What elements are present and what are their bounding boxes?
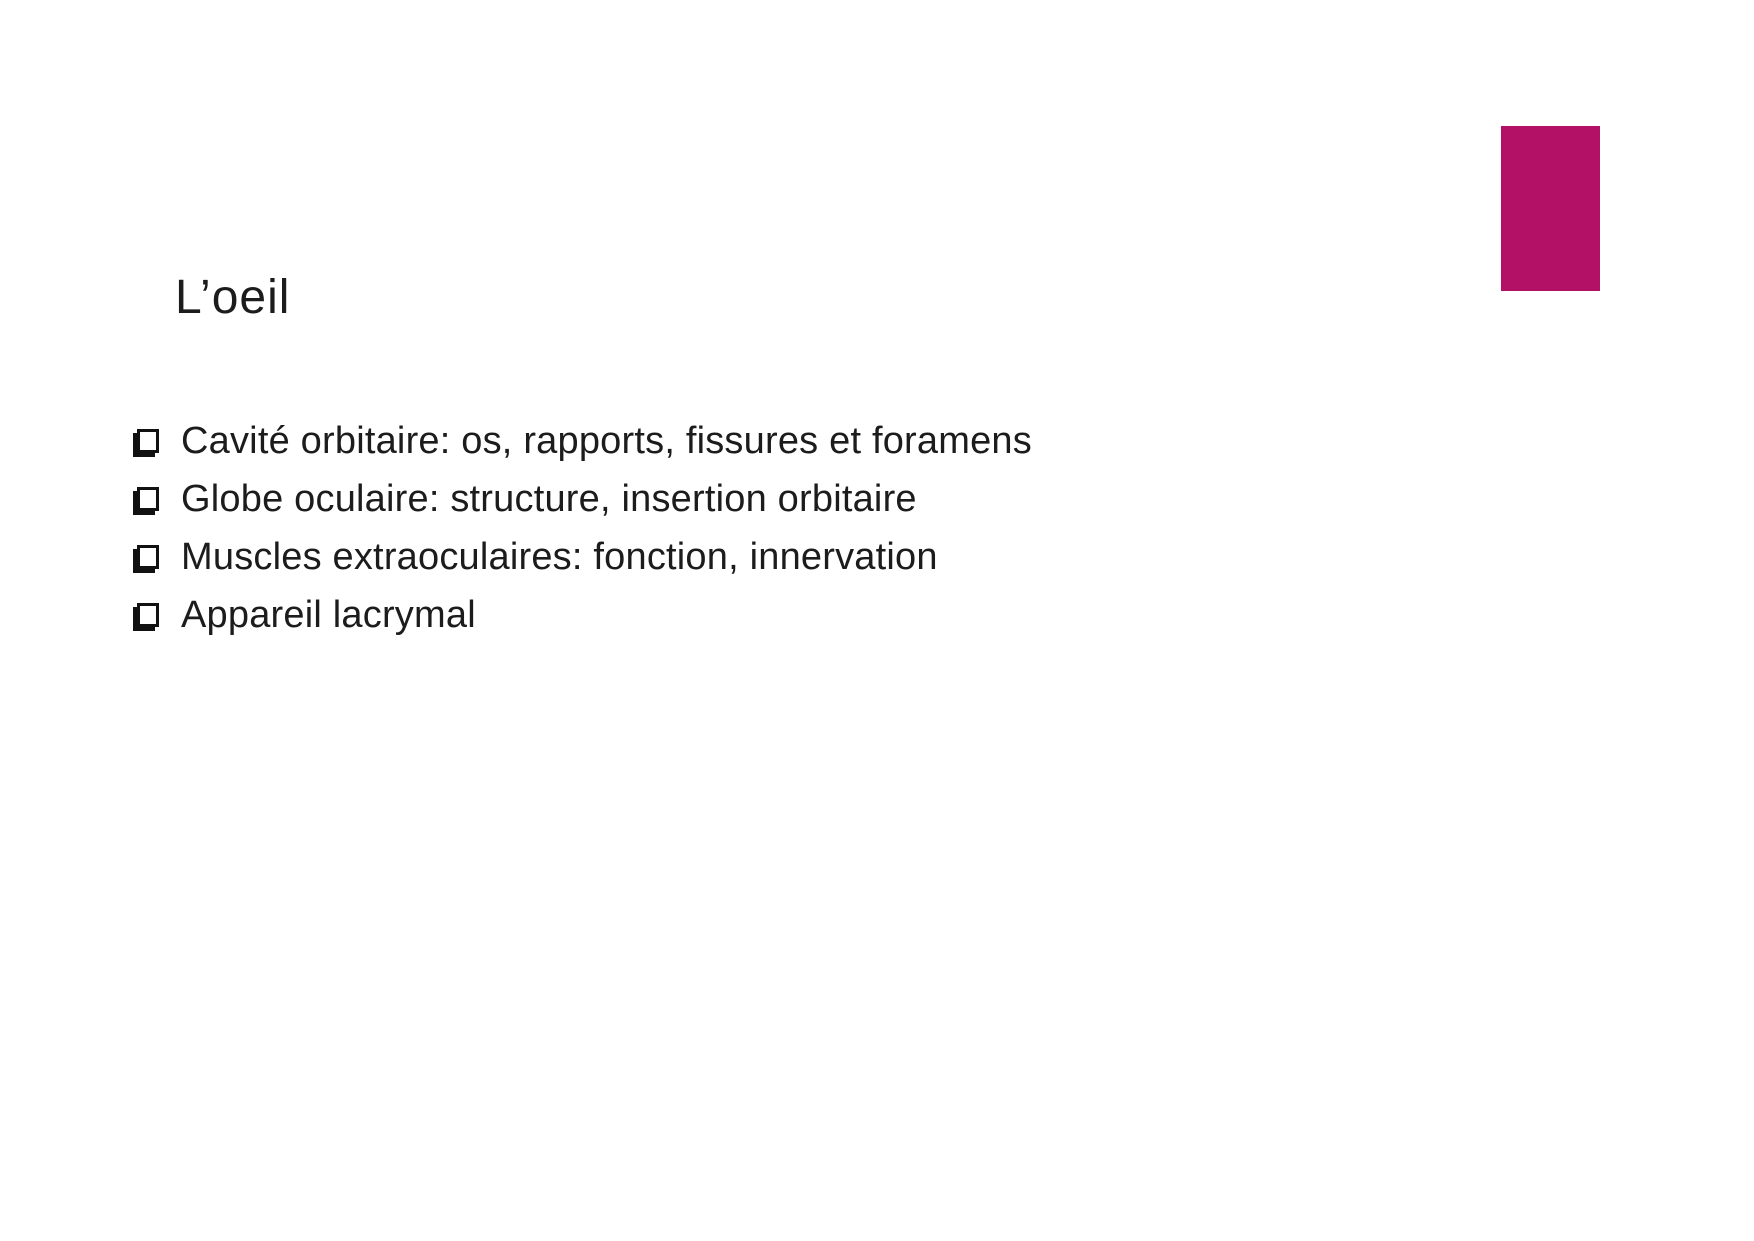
bullet-item	[133, 412, 1032, 470]
bullet-item	[133, 586, 1032, 644]
checkbox-square-icon	[137, 603, 159, 627]
checkbox-square-icon	[137, 429, 159, 453]
bullet-text: Muscles extraoculaires: fonction, innervation	[181, 536, 938, 578]
slide-title: L’oeil	[175, 271, 291, 324]
checkbox-square-icon	[137, 487, 159, 511]
accent-rectangle	[1501, 126, 1600, 291]
bullet-text: Globe oculaire: structure, insertion orbitaire	[181, 478, 917, 520]
bullet-item	[133, 470, 1032, 528]
bullet-item	[133, 528, 1032, 586]
checkbox-square-icon	[137, 545, 159, 569]
bullet-text: Cavité orbitaire: os, rapports, fissures et foramens	[181, 420, 1032, 462]
bullet-list	[133, 412, 1032, 644]
bullet-text: Appareil lacrymal	[181, 594, 476, 636]
